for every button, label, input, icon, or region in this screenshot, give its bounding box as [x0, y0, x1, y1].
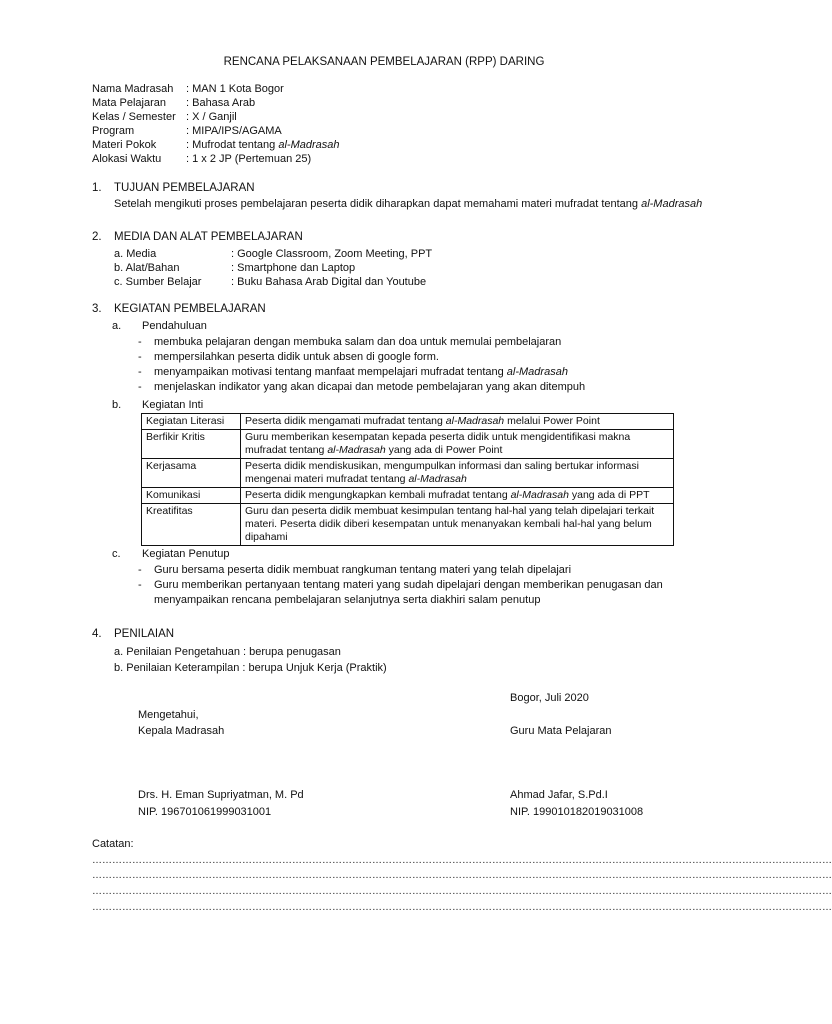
- objective-text: [114, 198, 702, 210]
- identity-value: : 1 x 2 JP (Pertemuan 25): [186, 153, 312, 165]
- media-value: : Buku Bahasa Arab Digital dan Youtube: [231, 276, 427, 288]
- table-row: [142, 414, 674, 430]
- table-row: [142, 504, 674, 546]
- media-row: [114, 261, 432, 275]
- identity-row: [92, 152, 339, 166]
- activity-cell: Kerjasama: [142, 459, 241, 488]
- identity-row: [92, 82, 339, 96]
- known-label: Mengetahui,: [138, 709, 199, 721]
- identity-value: : MAN 1 Kota Bogor: [186, 83, 284, 95]
- section-heading: [92, 231, 303, 243]
- media-label: a. Media: [114, 248, 157, 260]
- identity-block: [92, 82, 339, 166]
- right-signer-name: Ahmad Jafar, S.Pd.I: [510, 789, 608, 801]
- subsection-letter: b.: [112, 399, 122, 411]
- notes-label: Catatan:: [92, 838, 134, 850]
- media-row: [114, 275, 432, 289]
- activity-cell: Kegiatan Literasi: [142, 414, 241, 430]
- list-item: - membuka pelajaran dengan membuka salam dan doa untuk memulai pembelajaran: [138, 336, 562, 348]
- place-date: Bogor, Juli 2020: [510, 692, 589, 704]
- activity-cell: Komunikasi: [142, 488, 241, 504]
- section-number: 2.: [92, 231, 102, 243]
- notes-line: ……………………………………………………………………………………………………………………………………………………………………………………………………: [92, 855, 832, 866]
- activity-cell: Kreatifitas: [142, 504, 241, 546]
- identity-label: Mata Pelajaran: [92, 97, 166, 109]
- list-item-text: menjelaskan indikator yang akan dicapai dan metode pembelajaran yang akan ditempuh: [154, 381, 586, 393]
- identity-value-text: : Mufrodat tentang: [186, 139, 279, 151]
- description-cell: Guru dan peserta didik membuat kesimpulan tentang hal-hal yang telah dipelajari terkait materi. Peserta didik diberi kesempatan untuk menanyakan kembali hal-hal yang belum dipahami: [241, 504, 674, 546]
- subsection-letter: a.: [112, 320, 122, 332]
- list-item-text: Guru memberikan pertanyaan tentang materi yang sudah dipelajari dengan memberikan penugasan dan: [154, 579, 663, 591]
- identity-row: [92, 124, 339, 138]
- objective-body: Setelah mengikuti proses pembelajaran peserta didik diharapkan dapat memahami materi mufradat tentang: [114, 198, 642, 210]
- section-title: MEDIA DAN ALAT PEMBELAJARAN: [114, 231, 303, 243]
- identity-label: Materi Pokok: [92, 139, 157, 151]
- description-cell: Guru memberikan kesempatan kepada peserta didik untuk mengidentifikasi makna mufradat tentang al-Madrasah yang ada di Power Point: [241, 430, 674, 459]
- description-cell: Peserta didik mengungkapkan kembali mufradat tentang al-Madrasah yang ada di PPT: [241, 488, 674, 504]
- list-item: - menyampaikan motivasi tentang manfaat mempelajari mufradat tentang al-Madrasah: [138, 366, 568, 378]
- assessment-item: a. Penilaian Pengetahuan : berupa penugasan: [114, 646, 341, 658]
- media-value: : Smartphone dan Laptop: [231, 262, 356, 274]
- section-title: KEGIATAN PEMBELAJARAN: [114, 303, 266, 315]
- list-item-italic: al-Madrasah: [506, 366, 568, 378]
- assessment-list: [114, 644, 387, 676]
- identity-label: Kelas / Semester: [92, 111, 176, 123]
- identity-row: [92, 110, 339, 124]
- notes-line: ……………………………………………………………………………………………………………………………………………………………………………………………………: [92, 886, 832, 897]
- section-number: 3.: [92, 303, 102, 315]
- right-signer-nip: NIP. 199010182019031008: [510, 806, 644, 818]
- media-list: [114, 247, 432, 289]
- table-row: [142, 459, 674, 488]
- left-signer-name: Drs. H. Eman Supriyatman, M. Pd: [138, 789, 304, 801]
- list-item: - menjelaskan indikator yang akan dicapai dan metode pembelajaran yang akan ditempuh: [138, 381, 586, 393]
- section-heading: [92, 303, 266, 315]
- list-item: - Guru bersama peserta didik membuat rangkuman tentang materi yang telah dipelajari: [138, 564, 572, 576]
- list-item-text: membuka pelajaran dengan membuka salam dan doa untuk memulai pembelajaran: [154, 336, 562, 348]
- identity-row: [92, 138, 339, 152]
- identity-row: [92, 96, 339, 110]
- section-number: 1.: [92, 182, 102, 194]
- description-cell: Peserta didik mendiskusikan, mengumpulkan informasi dan saling bertukar informasi mengenai materi mufradat tentang al-Madrasah: [241, 459, 674, 488]
- section-title: PENILAIAN: [114, 628, 175, 640]
- list-item: - mempersilahkan peserta didik untuk absen di google form.: [138, 351, 439, 363]
- list-item-text: menyampaikan motivasi tentang manfaat mempelajari mufradat tentang: [154, 366, 507, 378]
- left-role: Kepala Madrasah: [138, 725, 225, 737]
- activity-cell: Berfikir Kritis: [142, 430, 241, 459]
- subsection-label: Kegiatan Penutup: [142, 548, 230, 560]
- subsection-penutup: [112, 547, 229, 562]
- section-heading: [92, 182, 255, 194]
- page-title: RENCANA PELAKSANAAN PEMBELAJARAN (RPP) DARING: [223, 56, 545, 68]
- identity-value: : Bahasa Arab: [186, 97, 256, 109]
- identity-value-italic: al-Madrasah: [278, 139, 340, 151]
- section-number: 4.: [92, 628, 102, 640]
- subsection-label: Kegiatan Inti: [142, 399, 204, 411]
- notes-line: ……………………………………………………………………………………………………………………………………………………………………………………………………: [92, 870, 832, 881]
- identity-value: : MIPA/IPS/AGAMA: [186, 125, 282, 137]
- subsection-inti: [112, 398, 203, 413]
- list-item-text: Guru bersama peserta didik membuat rangkuman tentang materi yang telah dipelajari: [154, 564, 572, 576]
- list-item-text: mempersilahkan peserta didik untuk absen di google form.: [154, 351, 439, 363]
- identity-label: Alokasi Waktu: [92, 153, 162, 165]
- list-item: - Guru memberikan pertanyaan tentang materi yang sudah dipelajari dengan memberikan penugasan dan menyampaikan rencana pembelajaran selanjutnya serta diakhiri salam penutup: [138, 579, 663, 606]
- list-item-text: menyampaikan rencana pembelajaran selanjutnya serta diakhiri salam penutup: [154, 594, 541, 606]
- section-title: TUJUAN PEMBELAJARAN: [114, 182, 255, 194]
- identity-value: : X / Ganjil: [186, 111, 237, 123]
- identity-label: Program: [92, 125, 135, 137]
- table-row: [142, 430, 674, 459]
- subsection-label: Pendahuluan: [142, 320, 207, 332]
- description-cell: Peserta didik mengamati mufradat tentang al-Madrasah melalui Power Point: [241, 414, 674, 430]
- media-label: c. Sumber Belajar: [114, 276, 202, 288]
- subsection-letter: c.: [112, 548, 121, 560]
- objective-italic: al-Madrasah: [641, 198, 703, 210]
- media-value: : Google Classroom, Zoom Meeting, PPT: [231, 248, 433, 260]
- identity-value: [186, 138, 339, 152]
- right-role: Guru Mata Pelajaran: [510, 725, 612, 737]
- penutup-list: [138, 563, 663, 608]
- pendahuluan-list: [138, 335, 585, 395]
- media-label: b. Alat/Bahan: [114, 262, 180, 274]
- identity-label: Nama Madrasah: [92, 83, 174, 95]
- media-row: [114, 247, 432, 261]
- notes-line: ……………………………………………………………………………………………………………………………………………………………………………………………………: [92, 902, 832, 913]
- kegiatan-inti-table: [141, 413, 674, 546]
- assessment-item: b. Penilaian Keterampilan : berupa Unjuk Kerja (Praktik): [114, 662, 387, 674]
- table-row: [142, 488, 674, 504]
- subsection-pendahuluan: [112, 319, 207, 334]
- section-heading: [92, 628, 174, 640]
- left-signer-nip: NIP. 196701061999031001: [138, 806, 272, 818]
